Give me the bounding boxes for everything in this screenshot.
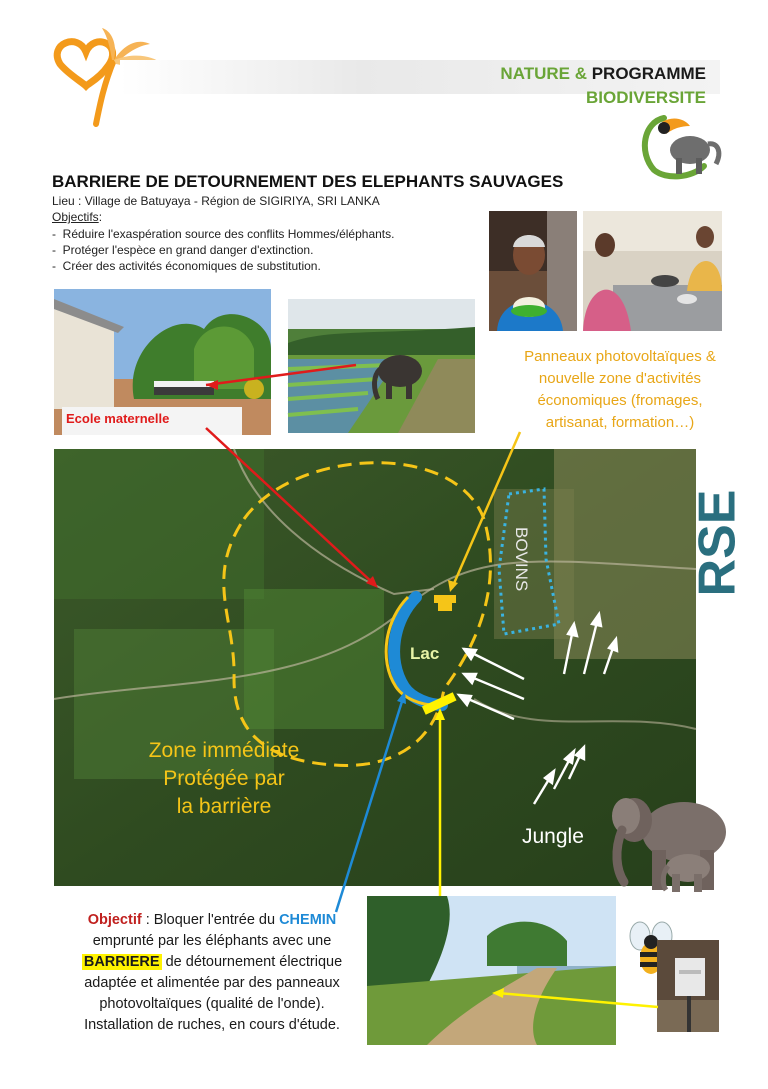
objective-line-3 <box>54 952 370 973</box>
objective-label: Objectif <box>87 912 142 928</box>
beehive-photo <box>657 940 719 1032</box>
objective-line-2: emprunté par les éléphants avec une <box>92 933 332 949</box>
map-label-lac: Lac <box>410 644 440 663</box>
objective-text-1: : Bloquer l'entrée du <box>141 912 280 928</box>
objective-item: - Protéger l'espèce en grand danger d'extinction. <box>52 242 394 258</box>
objective-line-1 <box>54 910 370 931</box>
map-label-zone-3: la barrière <box>176 795 272 818</box>
rse-text: RSE <box>688 489 747 597</box>
school-label: Ecole maternelle <box>66 411 170 426</box>
caption-line: artisanat, formation…) <box>545 414 695 431</box>
path-photo <box>367 896 616 1045</box>
objective-line-5: photovoltaïques (qualité de l'onde). <box>99 996 325 1012</box>
objective-text-3: de détournement électrique <box>161 954 343 970</box>
page-title: BARRIERE DE DETOURNEMENT DES ELEPHANTS SAUVAGES <box>52 172 564 191</box>
caption-line: Panneaux photovoltaïques & <box>524 348 716 365</box>
objective-item: - Créer des activités économiques de substitution. <box>52 258 394 274</box>
map-label-bovins: BOVINS <box>512 527 531 592</box>
map-label-jungle: Jungle <box>522 825 584 848</box>
objective-line-6: Installation de ruches, en cours d'étude. <box>84 1017 340 1033</box>
caption-line: nouvelle zone d'activités <box>538 370 702 387</box>
map-label-zone-1: Zone immédiate <box>148 739 300 762</box>
header-nature: NATURE & <box>500 64 592 83</box>
objective-line-4: adaptée et alimentée par des panneaux <box>84 975 340 991</box>
header-biodiversite: BIODIVERSITE <box>586 88 706 107</box>
map-label-zone-2: Protégée par <box>163 767 285 790</box>
location-text: Lieu : Village de Batuyaya - Région de SIGIRIYA, SRI LANKA <box>52 194 380 208</box>
chemin-keyword: CHEMIN <box>279 912 337 928</box>
caption-line: économiques (fromages, <box>537 392 703 409</box>
barriere-keyword: BARRIERE <box>83 954 160 970</box>
objectives-heading-colon: : <box>98 210 103 224</box>
objectives-heading-label: Objectifs <box>52 210 99 224</box>
header-programme: PROGRAMME <box>591 64 706 83</box>
objective-item: - Réduire l'exaspération source des conflits Hommes/éléphants. <box>52 226 394 242</box>
objective-description <box>54 910 370 1036</box>
beehive-arrow <box>486 985 661 1015</box>
